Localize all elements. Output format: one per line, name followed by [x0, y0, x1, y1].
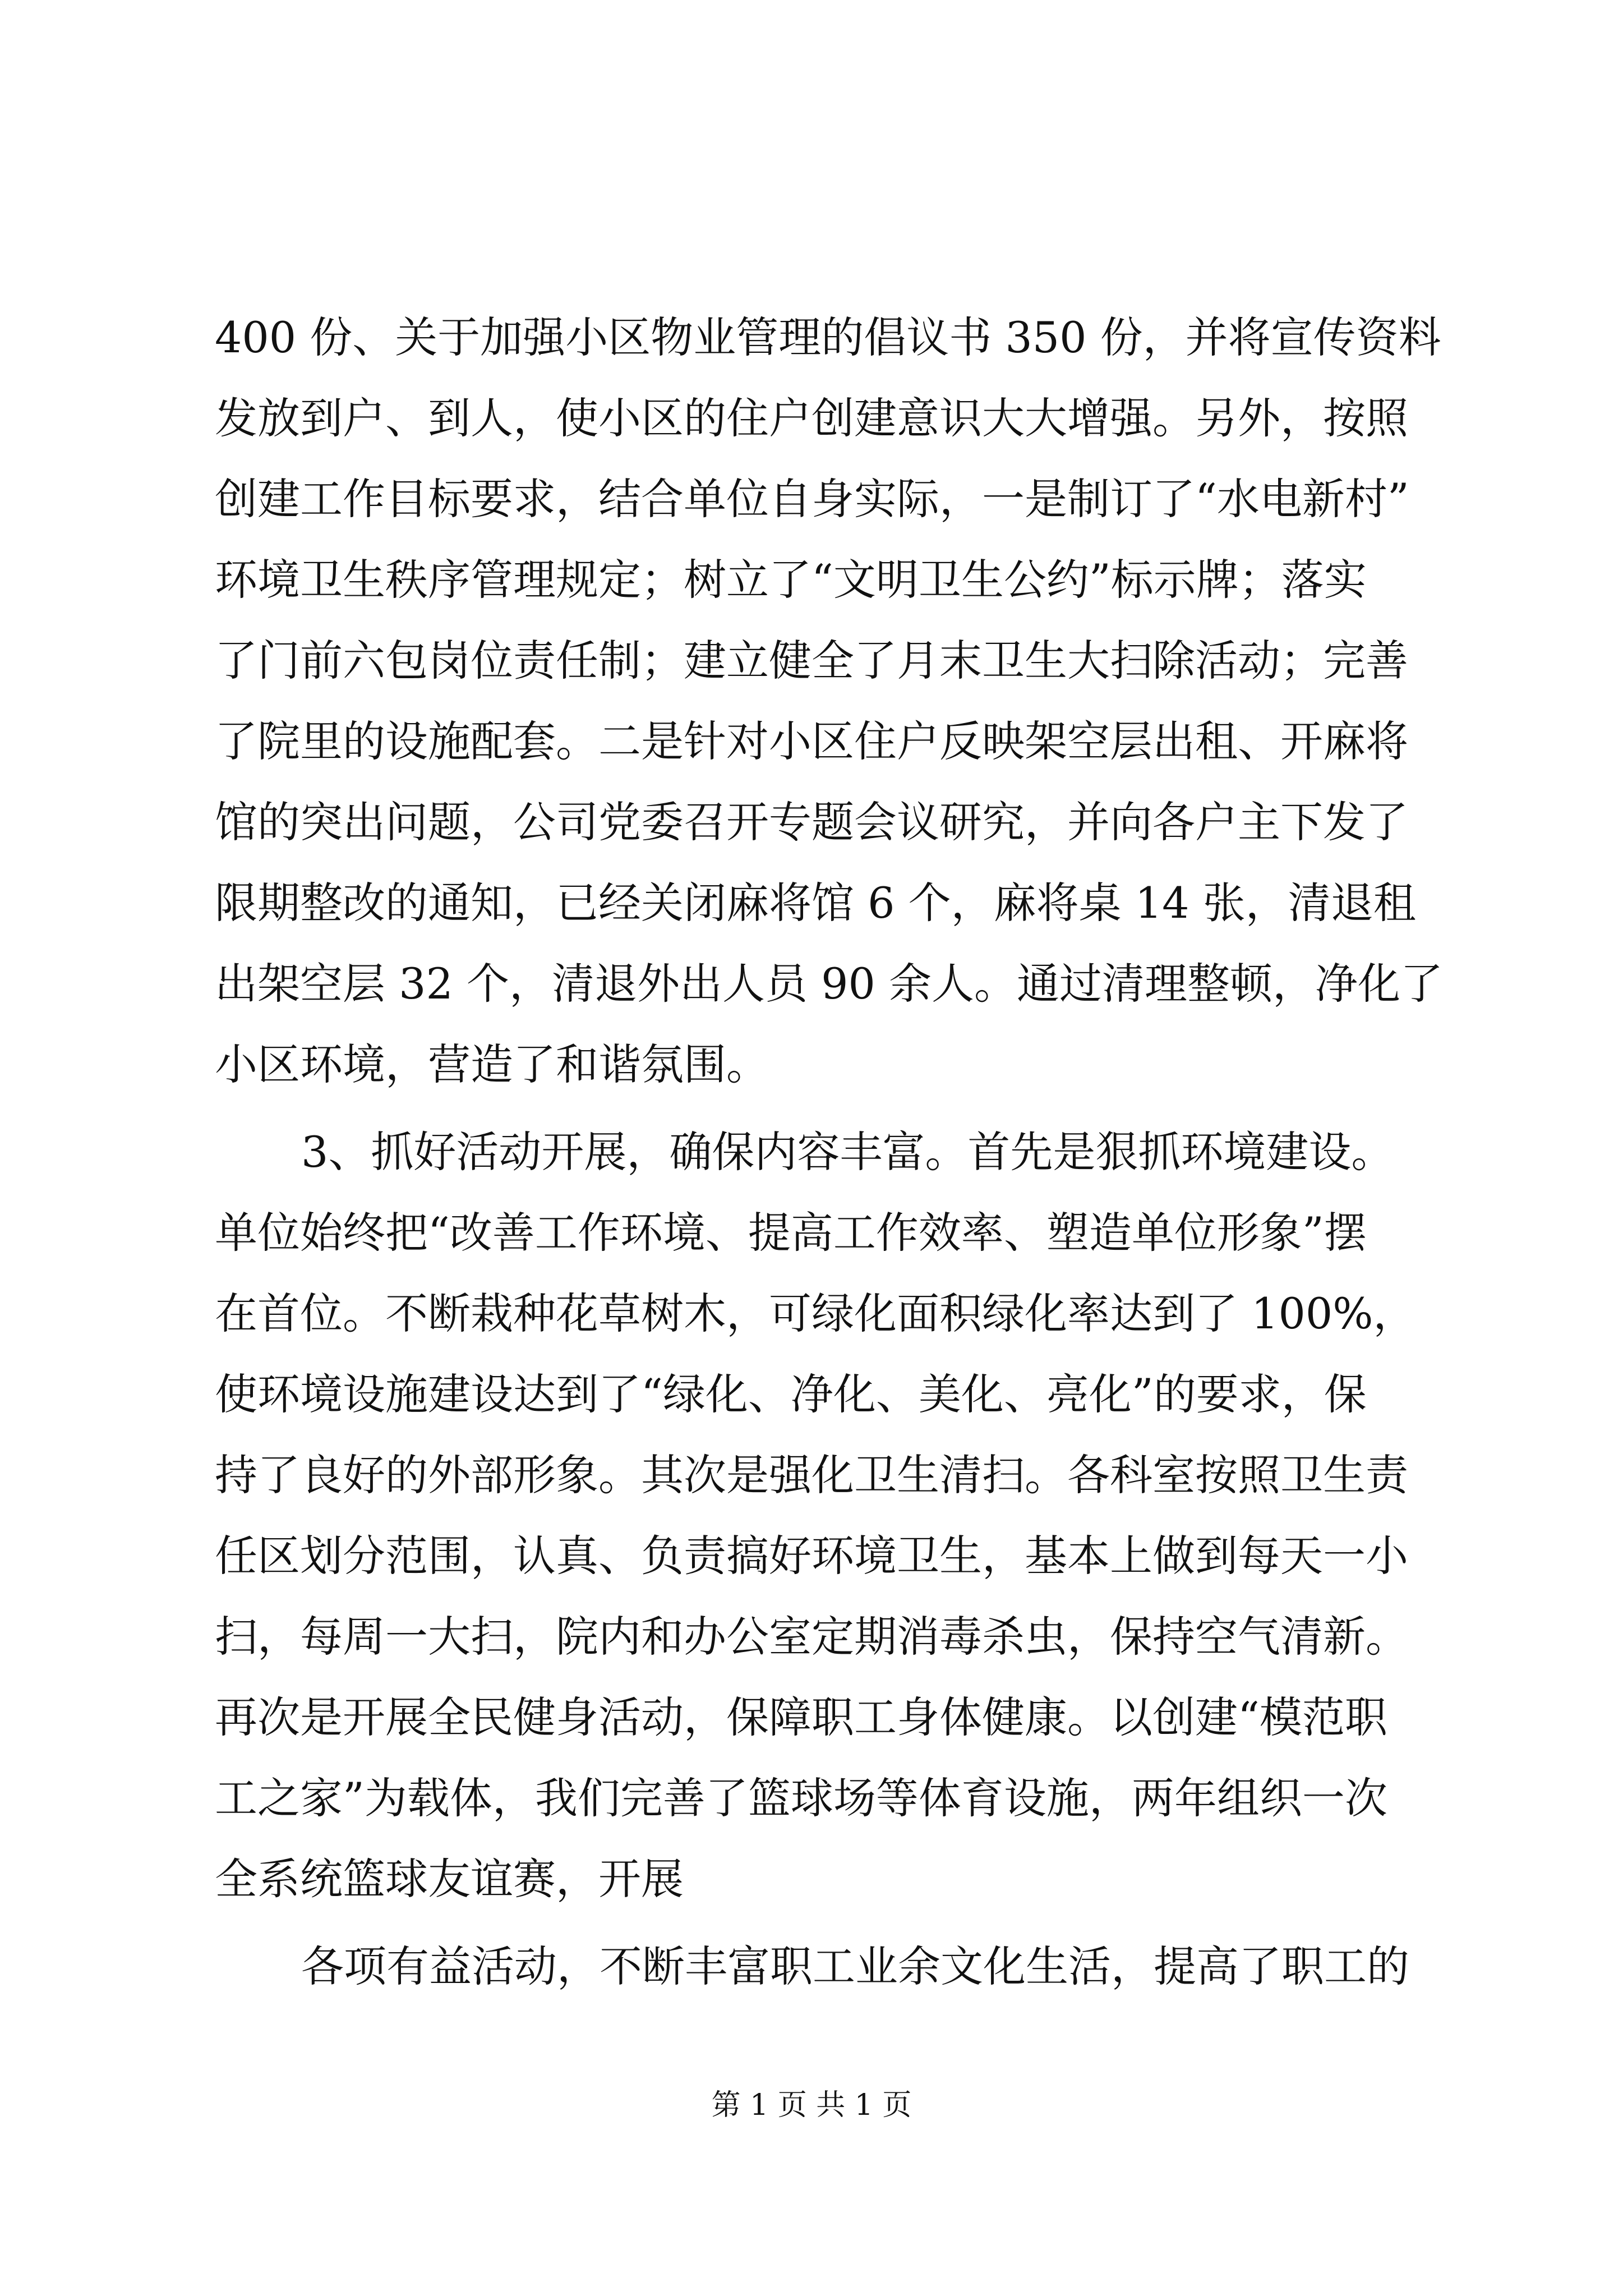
text-line: 400 份、关于加强小区物业管理的倡议书 350 份，并将宣传资料 [215, 312, 1441, 362]
text-line: 小区环境，营造了和谐氛围。 [215, 1039, 769, 1089]
text-line: 各项有益活动，不断丰富职工业余文化生活，提高了职工的 [301, 1941, 1409, 1991]
text-line: 创建工作目标要求，结合单位自身实际，一是制订了“水电新村” [215, 474, 1409, 524]
text-line: 出架空层 32 个，清退外出人员 90 余人。通过清理整顿，净化了 [215, 959, 1444, 1009]
text-line: 发放到户、到人，使小区的住户创建意识大大增强。另外，按照 [215, 393, 1408, 443]
text-line: 环境卫生秩序管理规定；树立了“文明卫生公约”标示牌；落实 [215, 555, 1367, 605]
text-line: 再次是开展全民健身活动，保障职工身体健康。以创建“模范职 [215, 1692, 1387, 1742]
paragraph [215, 1926, 1415, 2007]
text-line: 单位始终把“改善工作环境、提高工作效率、塑造单位形象”摆 [215, 1208, 1367, 1258]
text-line: 了门前六包岗位责任制；建立健全了月末卫生大扫除活动；完善 [215, 636, 1408, 685]
paragraph [215, 1112, 1415, 1920]
text-line: 任区划分范围，认真、负责搞好环境卫生，基本上做到每天一小 [215, 1531, 1408, 1581]
text-line: 了院里的设施配套。二是针对小区住户反映架空层出租、开麻将 [215, 716, 1408, 766]
text-line: 扫，每周一大扫，院内和办公室定期消毒杀虫，保持空气清新。 [215, 1612, 1408, 1662]
document-body [215, 297, 1444, 2007]
paragraph [215, 297, 1444, 1105]
text-line: 3、抓好活动开展，确保内容丰富。首先是狠抓环境建设。 [301, 1127, 1394, 1177]
text-line: 限期整改的通知，已经关闭麻将馆 6 个，麻将桌 14 张，清退租 [215, 878, 1416, 928]
text-line: 在首位。不断栽种花草树木，可绿化面积绿化率达到了 100%， [215, 1289, 1416, 1338]
text-line: 使环境设施建设达到了“绿化、净化、美化、亮化”的要求，保 [215, 1369, 1367, 1419]
text-line: 馆的突出问题，公司党委召开专题会议研究，并向各户主下发了 [215, 797, 1408, 847]
text-line: 持了良好的外部形象。其次是强化卫生清扫。各科室按照卫生责 [215, 1450, 1408, 1500]
page-footer: 第 1 页 共 1 页 [711, 2088, 912, 2122]
text-line: 全系统篮球友谊赛，开展 [215, 1854, 684, 1904]
text-line: 工之家”为载体，我们完善了篮球场等体育设施，两年组织一次 [215, 1773, 1387, 1823]
